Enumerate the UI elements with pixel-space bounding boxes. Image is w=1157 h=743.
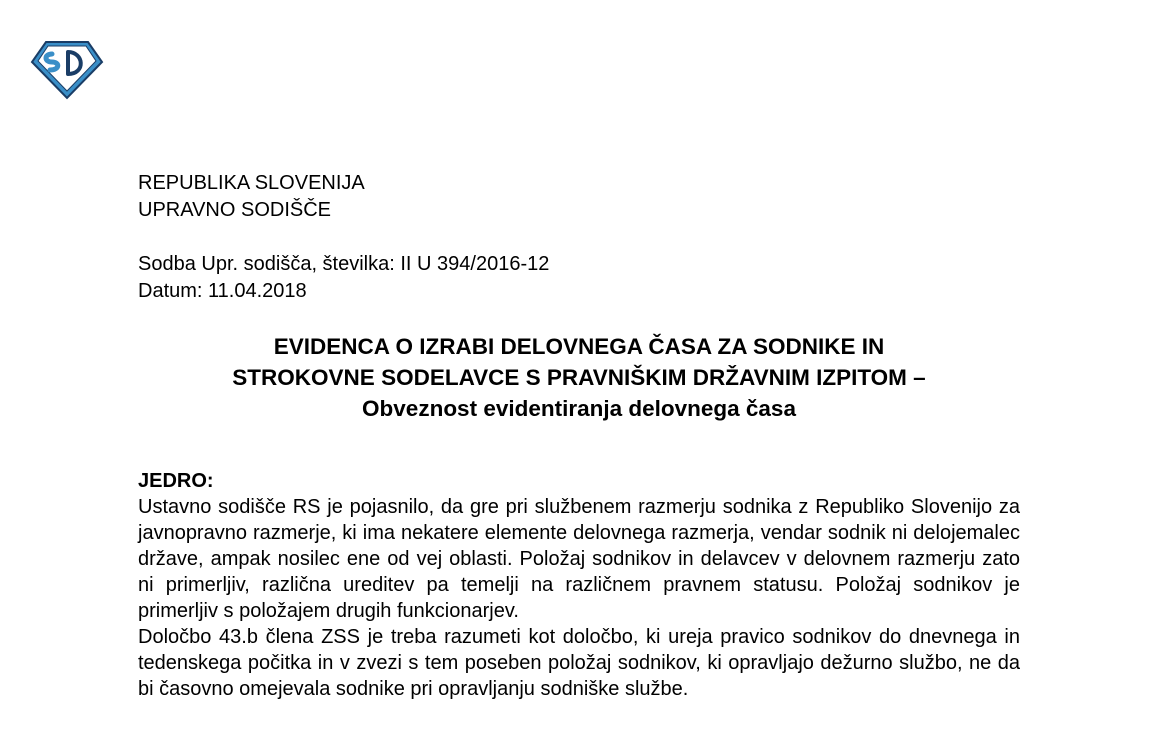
court-header xyxy=(138,170,365,224)
document-title xyxy=(138,331,1020,424)
court-logo xyxy=(30,40,104,100)
decision-date: Datum: 11.04.2018 xyxy=(138,280,307,302)
title-line-1: EVIDENCA O IZRABI DELOVNEGA ČASA ZA SODNIKE IN xyxy=(273,334,885,359)
case-reference xyxy=(138,251,549,305)
jedro-paragraph-1: Ustavno sodišče RS je pojasnilo, da gre pri službenem razmerju sodnika z Republiko Slovenijo za javnopravno razmerje, ki ima nekatere elemente delovnega razmerja, vendar sodnik ni delojemalec države, ampak nosilec ene od vej oblasti. Položaj sodnikov in delavcev v delovnem razmerju zato ni primerljiv, različna ureditev pa temelji na različnem pravnem statusu. Položaj sodnikov je primerljiv s položajem drugih funkcionarjev. xyxy=(138,496,1020,622)
jedro-section xyxy=(138,468,1020,702)
title-line-3: Obveznost evidentiranja delovnega časa xyxy=(362,396,796,421)
court-name: UPRAVNO SODIŠČE xyxy=(138,199,331,221)
shield-logo-icon xyxy=(30,40,104,100)
title-line-2: STROKOVNE SODELAVCE S PRAVNIŠKIM DRŽAVNIM IZPITOM – xyxy=(232,365,926,390)
case-number: Sodba Upr. sodišča, številka: II U 394/2016-12 xyxy=(138,253,550,275)
jedro-paragraph-2: Določbo 43.b člena ZSS je treba razumeti kot določbo, ki ureja pravico sodnikov do dnevnega in tedenskega počitka in v zvezi s tem poseben položaj sodnikov, ki opravljajo dežurno službo, ne da bi časovno omejevala sodnike pri opravljanju sodniške službe. xyxy=(138,626,1020,700)
jedro-heading: JEDRO: xyxy=(138,470,214,492)
republic-name: REPUBLIKA SLOVENIJA xyxy=(138,172,365,194)
